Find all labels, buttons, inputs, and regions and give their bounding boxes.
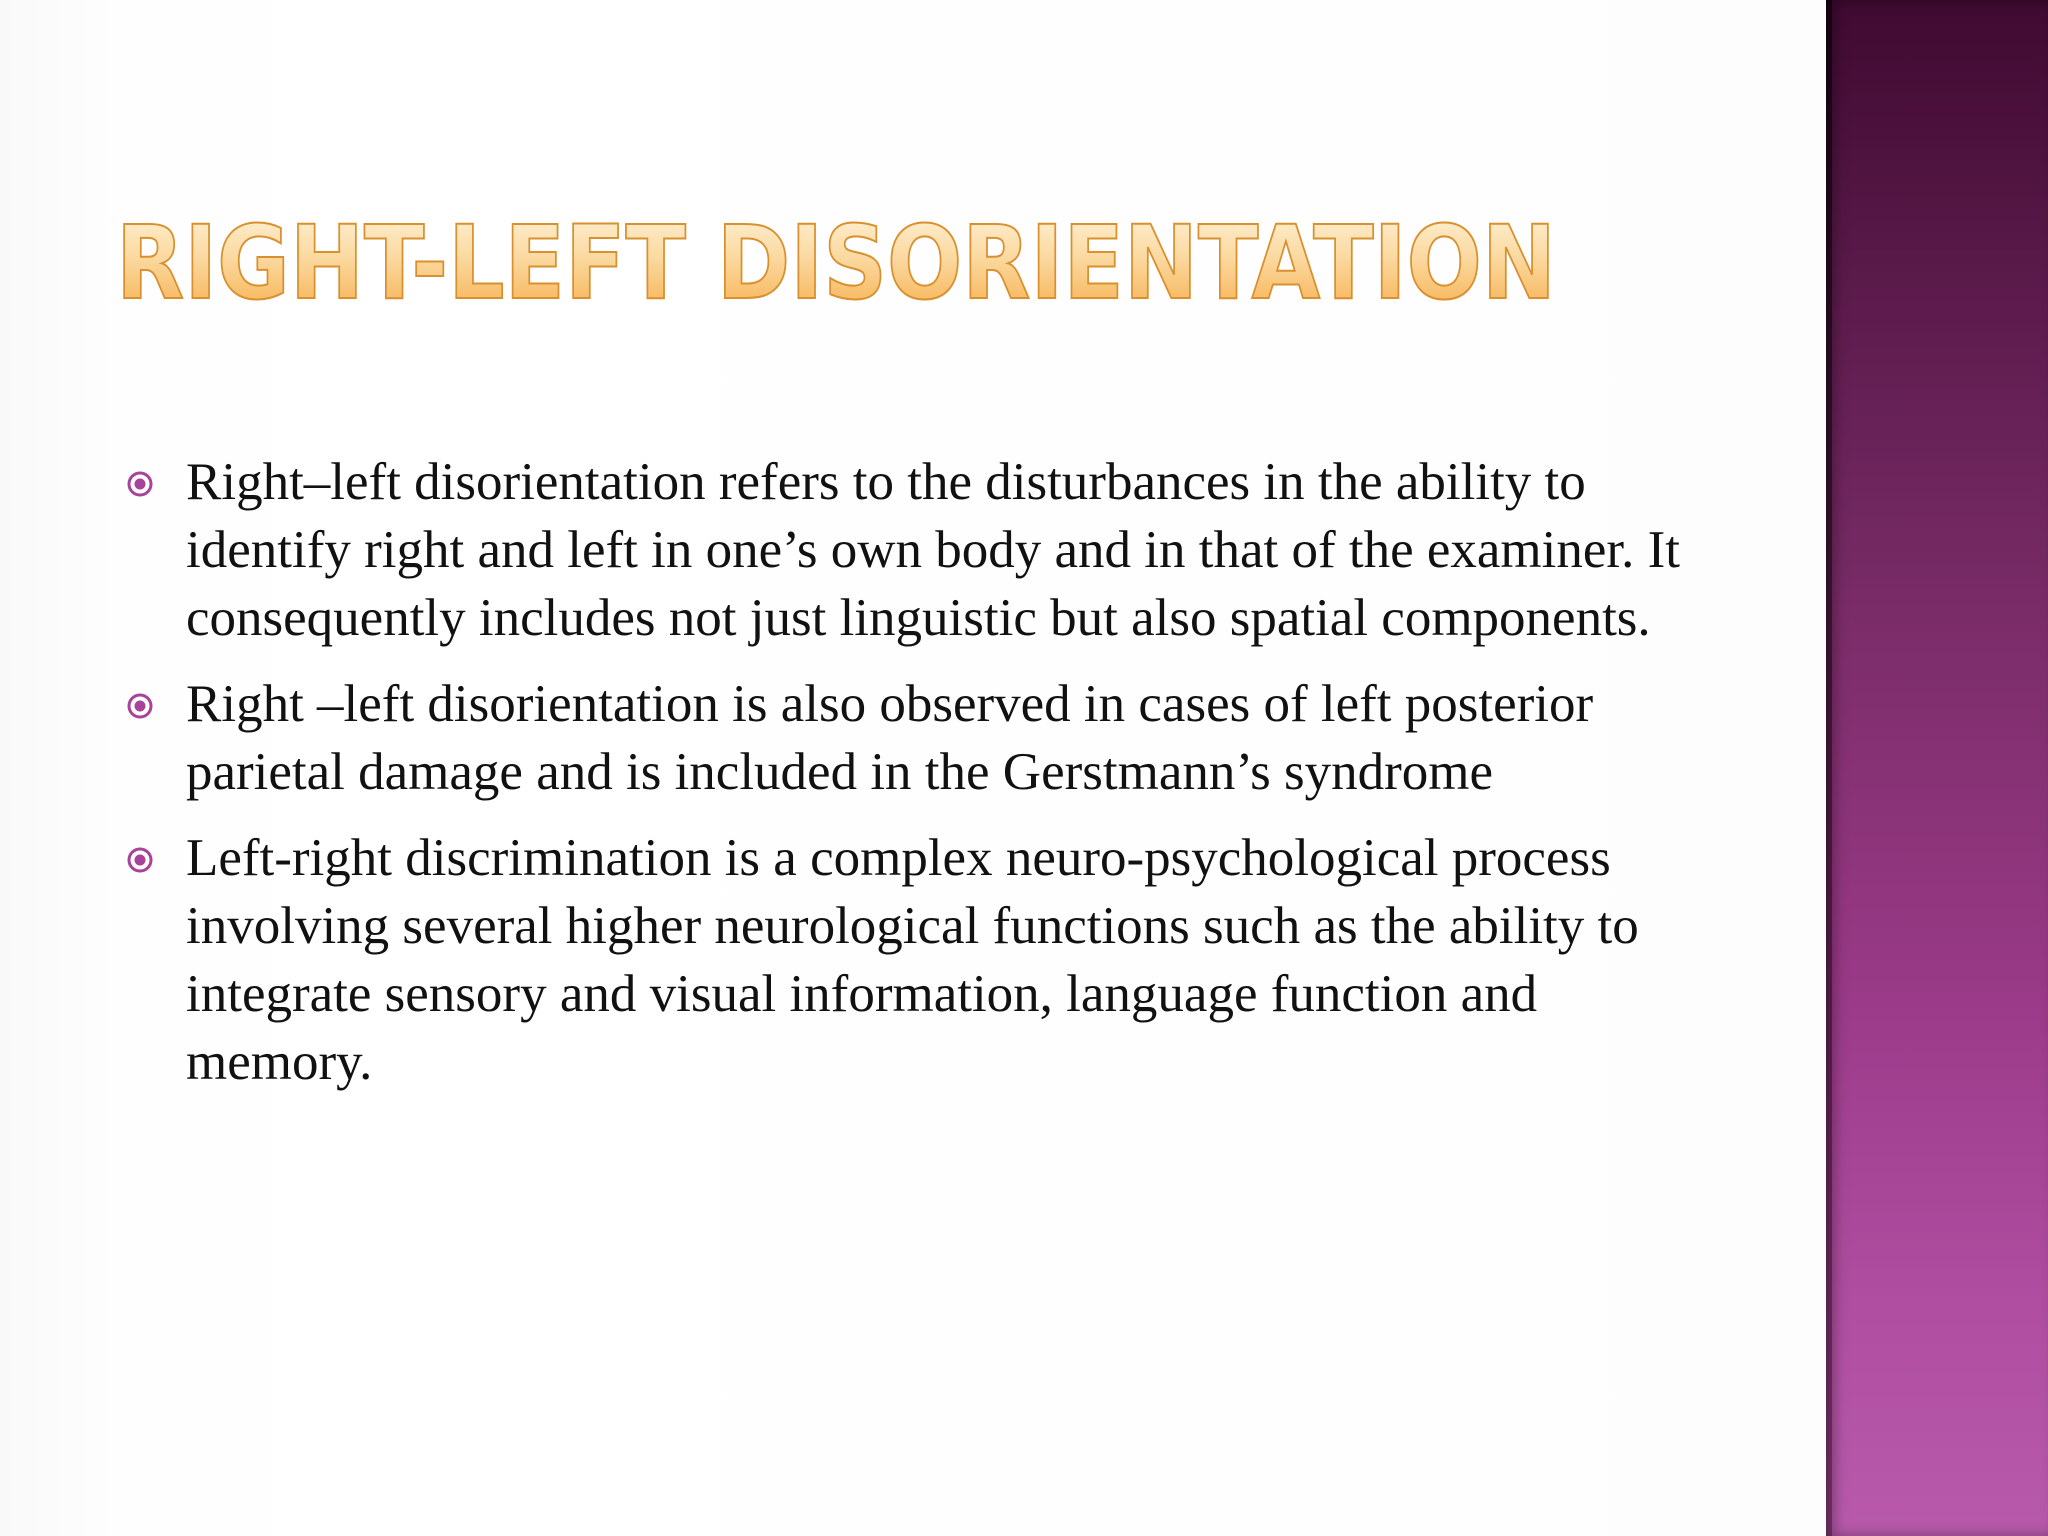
slide-title xyxy=(116,206,1756,316)
bullet-text: Right –left disorientation is also observed in cases of left posterior parietal damage and is included in the Gerstmann’s syndrome xyxy=(186,675,1594,801)
slide-title-text: RIGHT-LEFT DISORIENTATION xyxy=(116,206,1556,316)
circled-dot-icon xyxy=(126,846,154,874)
bullet-item xyxy=(126,670,1726,806)
bullet-text: Right–left disorientation refers to the disturbances in the ability to identify right and left in one’s own body and in that of the examiner. It consequently includes not just linguistic but also spatial components. xyxy=(186,453,1680,647)
slide-title-wordart xyxy=(116,206,1756,316)
bullet-item xyxy=(126,448,1726,652)
circled-dot-icon xyxy=(126,470,154,498)
bullet-list xyxy=(126,448,1726,1114)
decorative-side-band xyxy=(1826,0,2048,1536)
bullet-text: Left-right discrimination is a complex neuro-psychological process involving several higher neurological functions such as the ability to integrate sensory and visual information, language function and memory. xyxy=(186,829,1639,1091)
circled-dot-icon xyxy=(126,692,154,720)
bullet-item xyxy=(126,824,1726,1096)
